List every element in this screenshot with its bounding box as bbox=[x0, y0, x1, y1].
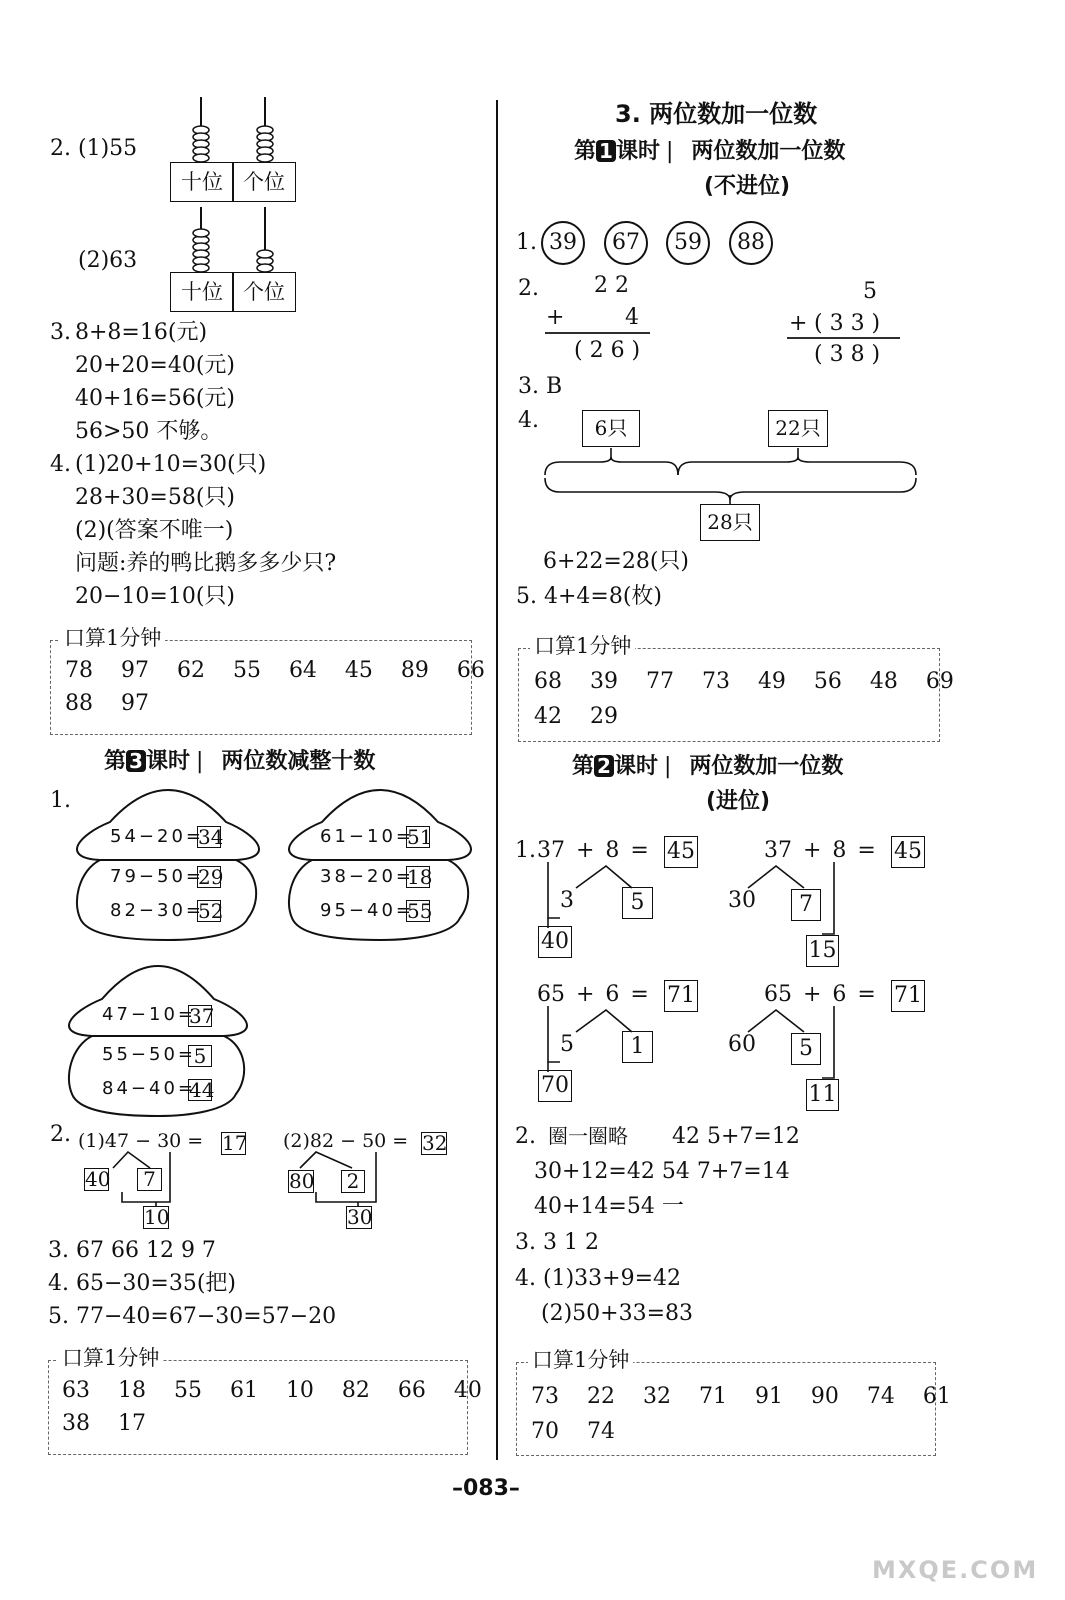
carry-split-box: 5 bbox=[791, 1033, 821, 1065]
carry-result: 71 bbox=[664, 980, 698, 1012]
oral-title: 口算1分钟 bbox=[58, 1348, 163, 1369]
q1b-label: 1. bbox=[515, 838, 536, 863]
carry-split-box: 1 bbox=[622, 1031, 653, 1063]
brace-box-3: 28只 bbox=[700, 504, 760, 541]
oral-row: 73 22 32 71 91 90 74 61 bbox=[531, 1384, 951, 1409]
circle-answer: 88 bbox=[729, 221, 773, 265]
q5b: 5. 77−40=67−30=57−20 bbox=[48, 1304, 337, 1329]
carry-result: 45 bbox=[891, 836, 925, 868]
q4-line: (2)(答案不唯一) bbox=[75, 518, 234, 543]
q2-part2: (2)63 bbox=[78, 248, 138, 273]
abacus-2-ones: 个位 bbox=[232, 272, 296, 312]
carry-eq: 65 + 6 = bbox=[764, 982, 876, 1007]
q2b-addend: ( 3 3 ) bbox=[814, 311, 881, 336]
carry-split: 3 bbox=[560, 888, 574, 913]
oral-row: 68 39 77 73 49 56 48 69 bbox=[534, 669, 954, 694]
watermark: MXQE.COM bbox=[872, 1556, 1039, 1584]
lesson-1-subtitle: (不进位) bbox=[704, 174, 791, 199]
house-eq: 84−40= bbox=[102, 1078, 196, 1099]
q4-label: 4. bbox=[518, 408, 539, 433]
house-eq: 61−10= bbox=[320, 826, 414, 847]
q3b: 3. 3 1 2 bbox=[515, 1230, 599, 1255]
q3-line: 40+16=56(元) bbox=[75, 386, 236, 411]
abacus-1-tens: 十位 bbox=[170, 162, 234, 202]
brace-diagram bbox=[545, 448, 916, 505]
circle-answer: 39 bbox=[541, 221, 585, 265]
carry-split: 5 bbox=[560, 1032, 574, 1057]
oral-box-1 bbox=[50, 640, 472, 735]
split-box: 30 bbox=[347, 1205, 373, 1229]
house-eq: 54−20= bbox=[110, 826, 204, 847]
q4-equation: 6+22=28(只) bbox=[543, 549, 690, 574]
carry-result: 71 bbox=[891, 980, 925, 1012]
abacus-2-tens: 十位 bbox=[170, 272, 234, 312]
house-eq: 55−50= bbox=[102, 1044, 196, 1065]
circle-answer: 59 bbox=[666, 221, 710, 265]
q3-line: 8+8=16(元) bbox=[75, 320, 208, 345]
brace-box-1: 6只 bbox=[582, 410, 640, 447]
answer-box: 17 bbox=[222, 1131, 248, 1155]
house-answer: 51 bbox=[407, 825, 433, 849]
split-box: 7 bbox=[137, 1168, 162, 1191]
q2b-line: 42 5+7=12 bbox=[672, 1124, 800, 1149]
q2a-result: ( 2 6 ) bbox=[574, 338, 641, 363]
q4b: 4. 65−30=35(把) bbox=[48, 1271, 236, 1296]
lesson-2-subtitle: (进位) bbox=[706, 789, 771, 814]
q4-line: 问题:养的鸭比鹅多多少只? bbox=[75, 551, 337, 576]
carry-eq: 37 + 8 = bbox=[764, 838, 876, 863]
q4-line: 20−10=10(只) bbox=[75, 584, 236, 609]
q2a-addend: 4 bbox=[625, 305, 639, 330]
q4-label: 4. bbox=[50, 452, 71, 477]
carry-sum-box: 11 bbox=[806, 1079, 839, 1111]
q2b-label: 2. bbox=[50, 1122, 71, 1147]
oral-title: 口算1分钟 bbox=[60, 628, 165, 649]
carry-split: 30 bbox=[728, 888, 756, 913]
carry-result: 45 bbox=[664, 836, 698, 868]
split-box: 2 bbox=[341, 1170, 365, 1193]
q2b-result: ( 3 8 ) bbox=[814, 342, 881, 367]
oral-row: 38 17 bbox=[62, 1411, 146, 1436]
q2b-line: 40+14=54 一 bbox=[534, 1194, 684, 1219]
q2-label: 2. bbox=[518, 276, 539, 301]
q2b-eq2: (2)82 − 50 = bbox=[283, 1130, 409, 1152]
q3-line: 56>50 不够。 bbox=[75, 419, 223, 444]
carry-split-box: 5 bbox=[622, 887, 653, 919]
carry-sum-box: 15 bbox=[806, 935, 839, 967]
q2a-top: 2 2 bbox=[594, 273, 629, 298]
carry-sum-box: 40 bbox=[538, 926, 572, 958]
split-box: 40 bbox=[85, 1167, 111, 1191]
q2b-line: 30+12=42 54 7+7=14 bbox=[534, 1159, 790, 1184]
q2b-eq1: (1)47 − 30 = bbox=[78, 1130, 204, 1152]
house-answer: 52 bbox=[198, 899, 224, 923]
q2-part1: (1)55 bbox=[78, 136, 138, 161]
section-title: 3. 两位数加一位数 bbox=[615, 100, 818, 128]
carry-split-box: 7 bbox=[791, 889, 821, 921]
house-answer: 18 bbox=[407, 865, 433, 889]
house-eq: 47−10= bbox=[102, 1004, 196, 1025]
q3-line: 20+20=40(元) bbox=[75, 353, 236, 378]
house-eq: 79−50= bbox=[110, 866, 204, 887]
house-eq: 82−30= bbox=[110, 900, 204, 921]
house-eq: 95−40= bbox=[320, 900, 414, 921]
lesson-3-heading: 第 3 课时 | 两位数减整十数 bbox=[104, 749, 376, 774]
oral-row: 42 29 bbox=[534, 704, 618, 729]
oral-title: 口算1分钟 bbox=[530, 636, 635, 657]
brace-box-2: 22只 bbox=[768, 410, 828, 447]
q5: 5. 4+4=8(枚) bbox=[516, 584, 663, 609]
house-answer: 29 bbox=[198, 865, 224, 889]
q2b-top: 5 bbox=[863, 279, 877, 304]
oral-row: 88 97 bbox=[65, 691, 149, 716]
oral-title: 口算1分钟 bbox=[528, 1350, 633, 1371]
house-answer: 37 bbox=[189, 1004, 215, 1028]
circle-answer: 67 bbox=[604, 221, 648, 265]
lesson-1-heading: 第 1 课时 | 两位数加一位数 bbox=[574, 139, 846, 164]
split-box: 80 bbox=[289, 1169, 315, 1193]
carry-eq: 37 + 8 = bbox=[537, 838, 649, 863]
q4b-line2: (2)50+33=83 bbox=[541, 1301, 694, 1326]
q3-label: 3. bbox=[50, 320, 71, 345]
answer-box: 32 bbox=[422, 1131, 448, 1155]
oral-row: 70 74 bbox=[531, 1419, 615, 1444]
q2-label: 2. bbox=[50, 136, 71, 161]
q1-label: 1. bbox=[50, 788, 71, 813]
house-answer: 5 bbox=[188, 1045, 212, 1067]
oral-row: 78 97 62 55 64 45 89 66 bbox=[65, 658, 485, 683]
q4-line: (1)20+10=30(只) bbox=[75, 452, 267, 477]
carry-sum-box: 70 bbox=[538, 1070, 572, 1102]
lesson-2-heading: 第 2 课时 | 两位数加一位数 bbox=[572, 754, 844, 779]
q2a-plus: + bbox=[546, 305, 565, 330]
q3: 3. B bbox=[518, 374, 563, 399]
oral-row: 63 18 55 61 10 82 66 40 bbox=[62, 1378, 482, 1403]
abacus-1-ones: 个位 bbox=[232, 162, 296, 202]
abacus-1 bbox=[193, 97, 273, 162]
house-answer: 34 bbox=[198, 825, 224, 849]
carry-split: 60 bbox=[728, 1032, 756, 1057]
q4-line: 28+30=58(只) bbox=[75, 485, 236, 510]
split-box: 10 bbox=[144, 1205, 170, 1229]
q2b-plus: + bbox=[789, 311, 808, 336]
carry-eq: 65 + 6 = bbox=[537, 982, 649, 1007]
q3b: 3. 67 66 12 9 7 bbox=[48, 1238, 216, 1263]
house-answer: 44 bbox=[189, 1078, 215, 1102]
house-answer: 55 bbox=[407, 899, 433, 923]
page-number: –083– bbox=[452, 1476, 520, 1501]
q2b-label: 2. bbox=[515, 1124, 536, 1149]
q1-label: 1. bbox=[516, 230, 537, 255]
q4b-line1: 4. (1)33+9=42 bbox=[515, 1266, 681, 1291]
oral-box-2 bbox=[48, 1360, 468, 1455]
q2b-line: 圈一圈略 bbox=[548, 1124, 628, 1148]
abacus-2 bbox=[193, 207, 273, 272]
house-eq: 38−20= bbox=[320, 866, 414, 887]
